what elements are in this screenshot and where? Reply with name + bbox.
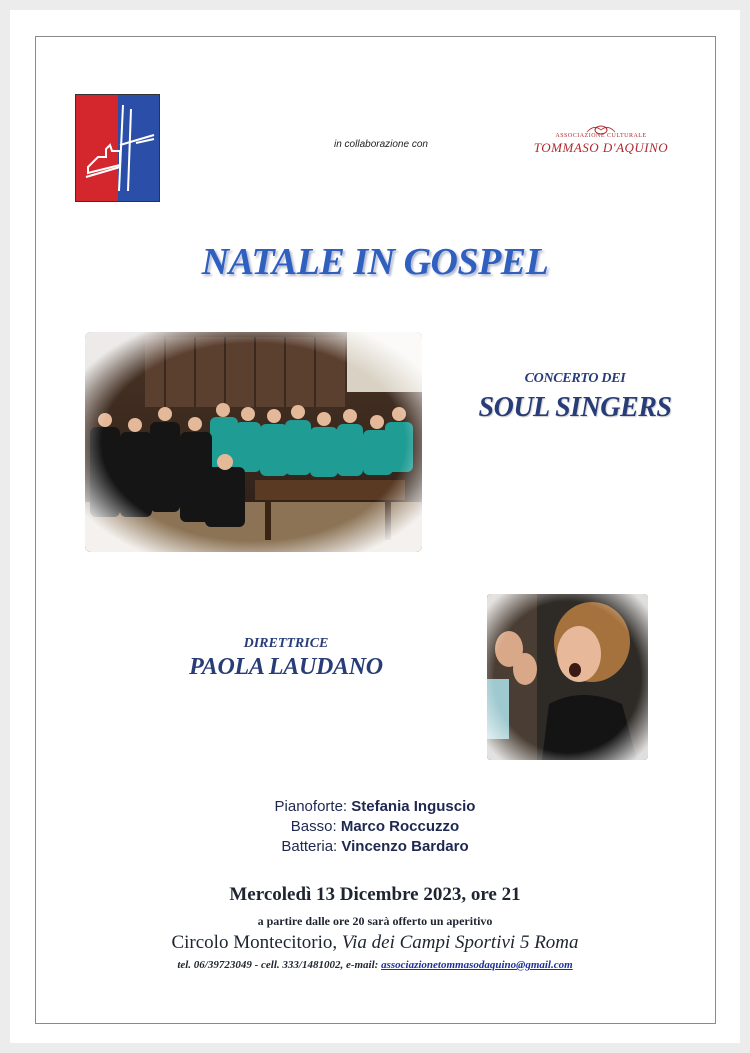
partner-logo-name: TOMMASO D'AQUINO xyxy=(533,140,669,155)
contacts xyxy=(0,959,750,971)
musician-row: Basso: Marco Roccuzzo xyxy=(290,818,460,835)
aperitivo-note: a partire dalle ore 20 sarà offerto un aperitivo xyxy=(257,914,493,928)
director-name: PAOLA LAUDANO xyxy=(189,654,383,680)
partner-logo-subtitle: ASSOCIAZIONE CULTURALE xyxy=(555,133,647,139)
organizer-logo xyxy=(75,94,160,202)
venue-address: Via dei Campi Sportivi 5 Roma xyxy=(341,932,579,953)
director-photo xyxy=(487,594,648,760)
musician-row: Pianoforte: Stefania Inguscio xyxy=(274,798,476,815)
choir-name: SOUL SINGERS xyxy=(478,392,672,423)
choir-photo xyxy=(85,332,422,552)
venue-name: Circolo Montecitorio, xyxy=(171,932,338,953)
director-label: DIRETTRICE xyxy=(243,636,329,651)
collaboration-text: in collaborazione con xyxy=(334,139,428,150)
musicians-list xyxy=(0,797,750,857)
email-link[interactable]: associazionetommasodaquino@gmail.com xyxy=(381,959,573,971)
concert-label: CONCERTO DEI xyxy=(524,371,626,386)
event-date: Mercoledì 13 Dicembre 2023, ore 21 xyxy=(229,884,521,905)
contacts-text: tel. 06/39723049 - cell. 333/1481002, e-mail: xyxy=(177,959,379,971)
musician-row: Batteria: Vincenzo Bardaro xyxy=(281,838,469,855)
venue xyxy=(0,932,750,954)
event-title: NATALE IN GOSPEL xyxy=(201,241,549,283)
partner-logo xyxy=(526,124,676,166)
